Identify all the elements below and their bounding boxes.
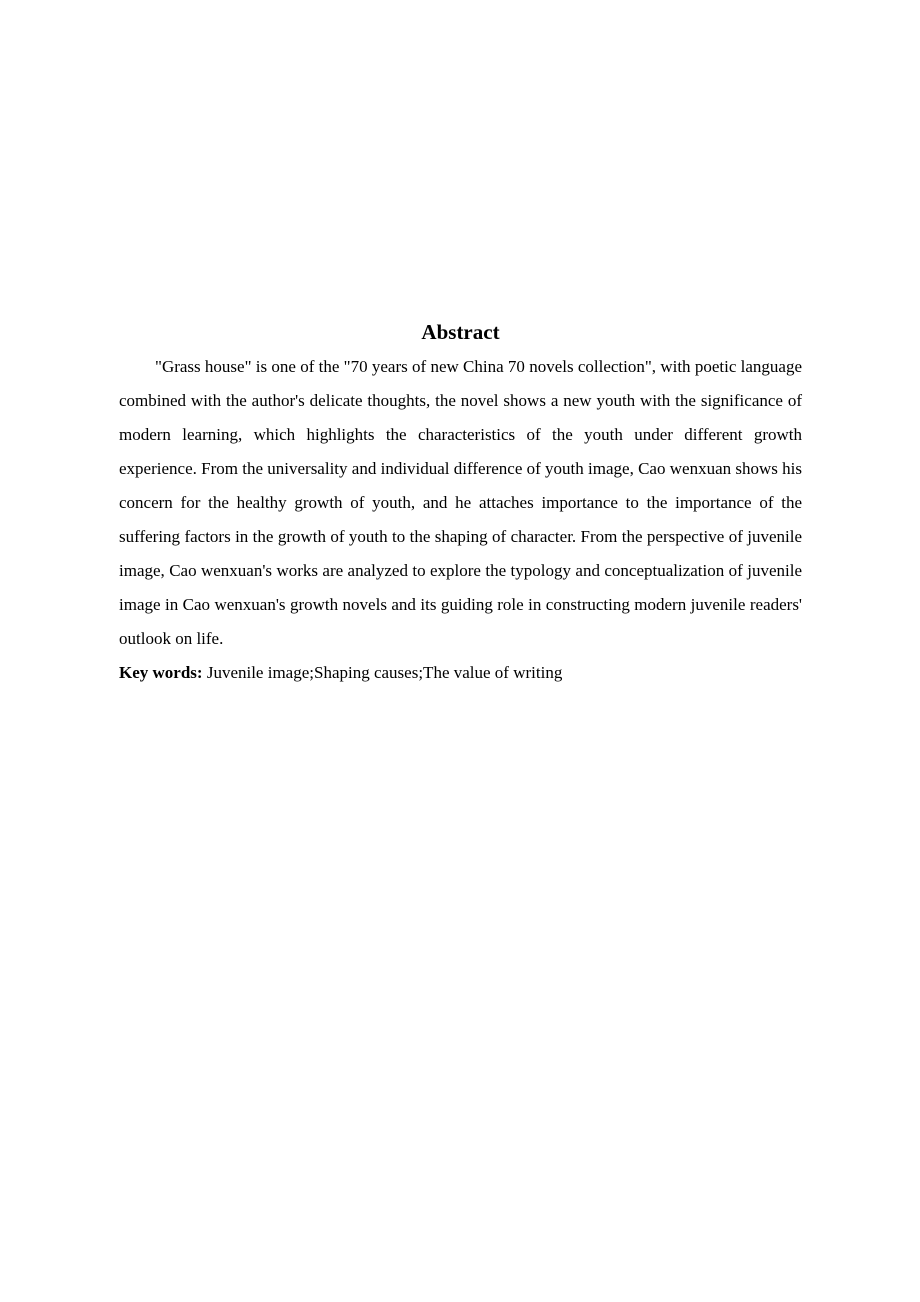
keywords-label: Key words: [119,663,203,682]
abstract-title: Abstract [421,320,500,344]
abstract-section [119,318,802,690]
abstract-body: "Grass house" is one of the "70 years of new China 70 novels collection", with poetic language combined with the author's delicate thoughts, the novel shows a new youth with the significance of modern learning, which highlights the characteristics of the youth under different growth experience. From the universality and individual difference of youth image, Cao wenxuan shows his concern for the healthy growth of youth, and he attaches importance to the importance of the suffering factors in the growth of youth to the shaping of character. From the perspective of juvenile image, Cao wenxuan's works are analyzed to explore the typology and conceptualization of juvenile image in Cao wenxuan's growth novels and its guiding role in constructing modern juvenile readers' outlook on life. [119,357,802,648]
keywords-value: Juvenile image;Shaping causes;The value of writing [206,663,563,682]
keywords-line [119,656,802,690]
